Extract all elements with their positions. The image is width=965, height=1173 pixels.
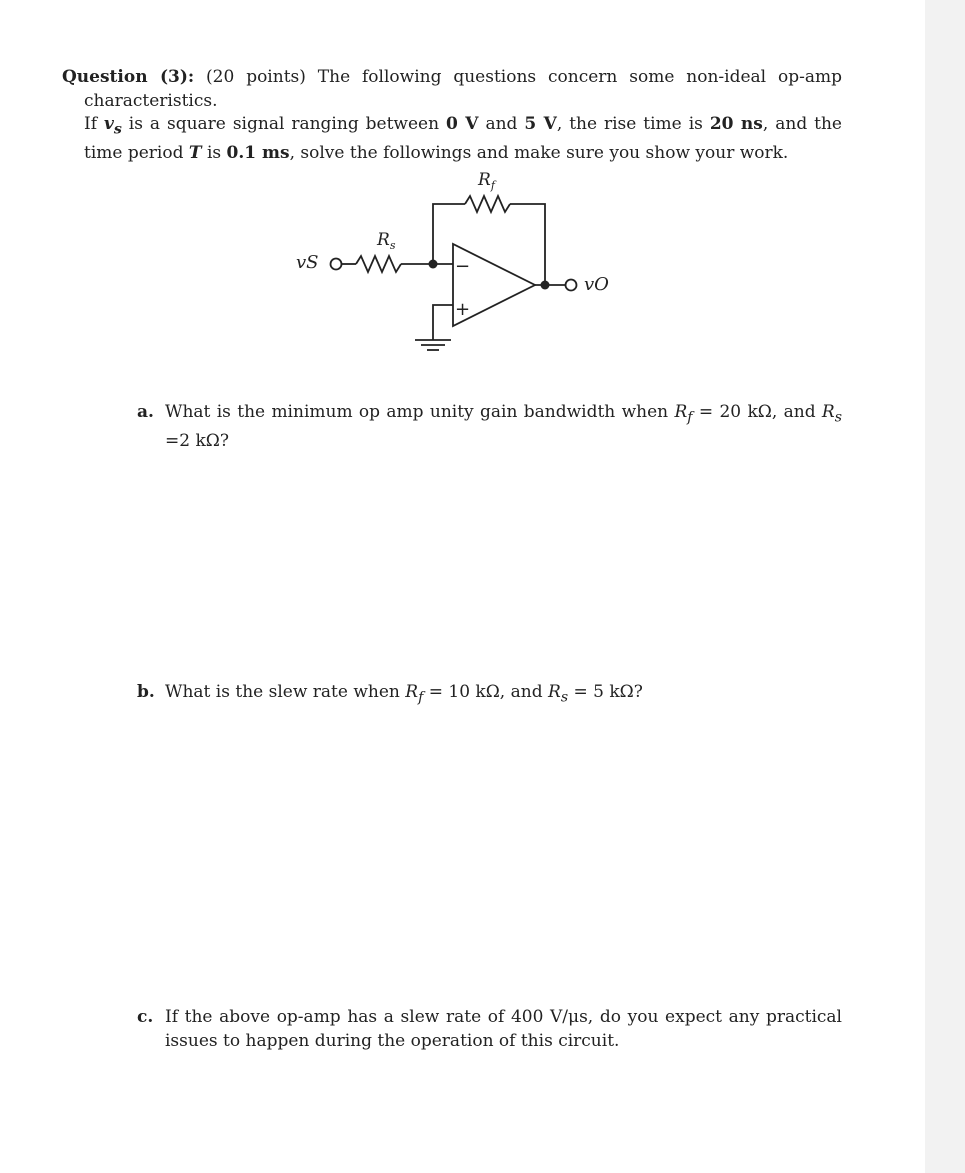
- rf-resistor: [465, 196, 510, 212]
- part-c-text: If the above op-amp has a slew rate of 400 V/μs, do you expect any practical issues to happen during the operation of this circuit.: [165, 1007, 842, 1051]
- question-intro-line2: characteristics.: [84, 90, 218, 111]
- question-intro-line1: [62, 66, 842, 90]
- question-header: [62, 66, 842, 165]
- minus-sign: −: [455, 256, 471, 277]
- question-intro-text: The following questions concern some non-ideal op-amp: [317, 67, 842, 87]
- rs-resistor: [356, 256, 401, 272]
- v-low-value: 0 V: [446, 114, 479, 134]
- period-symbol: T: [188, 142, 202, 163]
- question-given: [62, 113, 842, 165]
- v-high-value: 5 V: [524, 114, 557, 134]
- feedback-wire-right: [510, 204, 545, 285]
- vo-label: vO: [584, 274, 609, 295]
- vs-subscript: s: [113, 121, 122, 138]
- part-a-rs-sub: s: [834, 409, 842, 426]
- rise-time-value: 20 ns: [709, 114, 763, 134]
- given-text-5: , solve the followings and make sure you show your work.: [289, 142, 789, 163]
- vs-label: vS: [296, 252, 319, 273]
- part-b-rf: R: [405, 682, 419, 702]
- period-value: 0.1 ms: [226, 142, 290, 163]
- part-c: [137, 1005, 842, 1053]
- part-b-rs-sub: s: [560, 689, 569, 706]
- given-text-2: , the rise time is: [556, 114, 703, 134]
- inverting-node: [429, 260, 438, 269]
- part-a: [137, 400, 842, 453]
- part-c-letter: c.: [137, 1007, 154, 1027]
- part-a-rf: R: [674, 402, 688, 422]
- vs-terminal: [331, 259, 342, 270]
- plus-sign: +: [455, 299, 471, 320]
- given-is: is: [206, 142, 222, 163]
- part-a-letter: a.: [137, 402, 154, 422]
- part-b-rf-sub: f: [418, 689, 424, 706]
- given-if: If: [84, 114, 98, 134]
- given-text-1: is a square signal ranging between: [128, 114, 440, 134]
- part-a-rs: R: [821, 402, 835, 422]
- output-node: [541, 281, 550, 290]
- part-a-eq2: =2 kΩ?: [165, 431, 229, 452]
- question-label: Question (3):: [62, 67, 195, 87]
- part-a-pre: What is the minimum op amp unity gain bandwidth when: [165, 402, 669, 422]
- page-right-margin: [925, 0, 965, 1173]
- vs-symbol: v: [103, 114, 114, 134]
- part-a-eq1: = 20 kΩ, and: [692, 402, 822, 422]
- ground-wire: [433, 305, 453, 340]
- part-b-letter: b.: [137, 682, 155, 702]
- vo-terminal: [566, 280, 577, 291]
- rf-label: $R_f$: [478, 170, 495, 192]
- given-and: and: [485, 114, 518, 134]
- part-b: [137, 680, 842, 709]
- rs-label: $R_s$: [377, 230, 396, 252]
- given-text-4: period: [127, 142, 184, 163]
- part-a-rf-sub: f: [687, 409, 693, 426]
- part-b-text: [165, 680, 842, 709]
- part-b-eq1: = 10 kΩ, and: [423, 682, 548, 702]
- given-text-3: , and the time: [84, 114, 842, 163]
- part-b-rs: R: [548, 682, 561, 702]
- question-points: (20 points): [206, 67, 306, 87]
- part-a-text: [165, 400, 842, 453]
- part-b-pre: What is the slew rate when: [165, 682, 400, 702]
- op-amp-circuit-diagram: [290, 160, 610, 360]
- part-b-eq2: = 5 kΩ?: [568, 682, 643, 702]
